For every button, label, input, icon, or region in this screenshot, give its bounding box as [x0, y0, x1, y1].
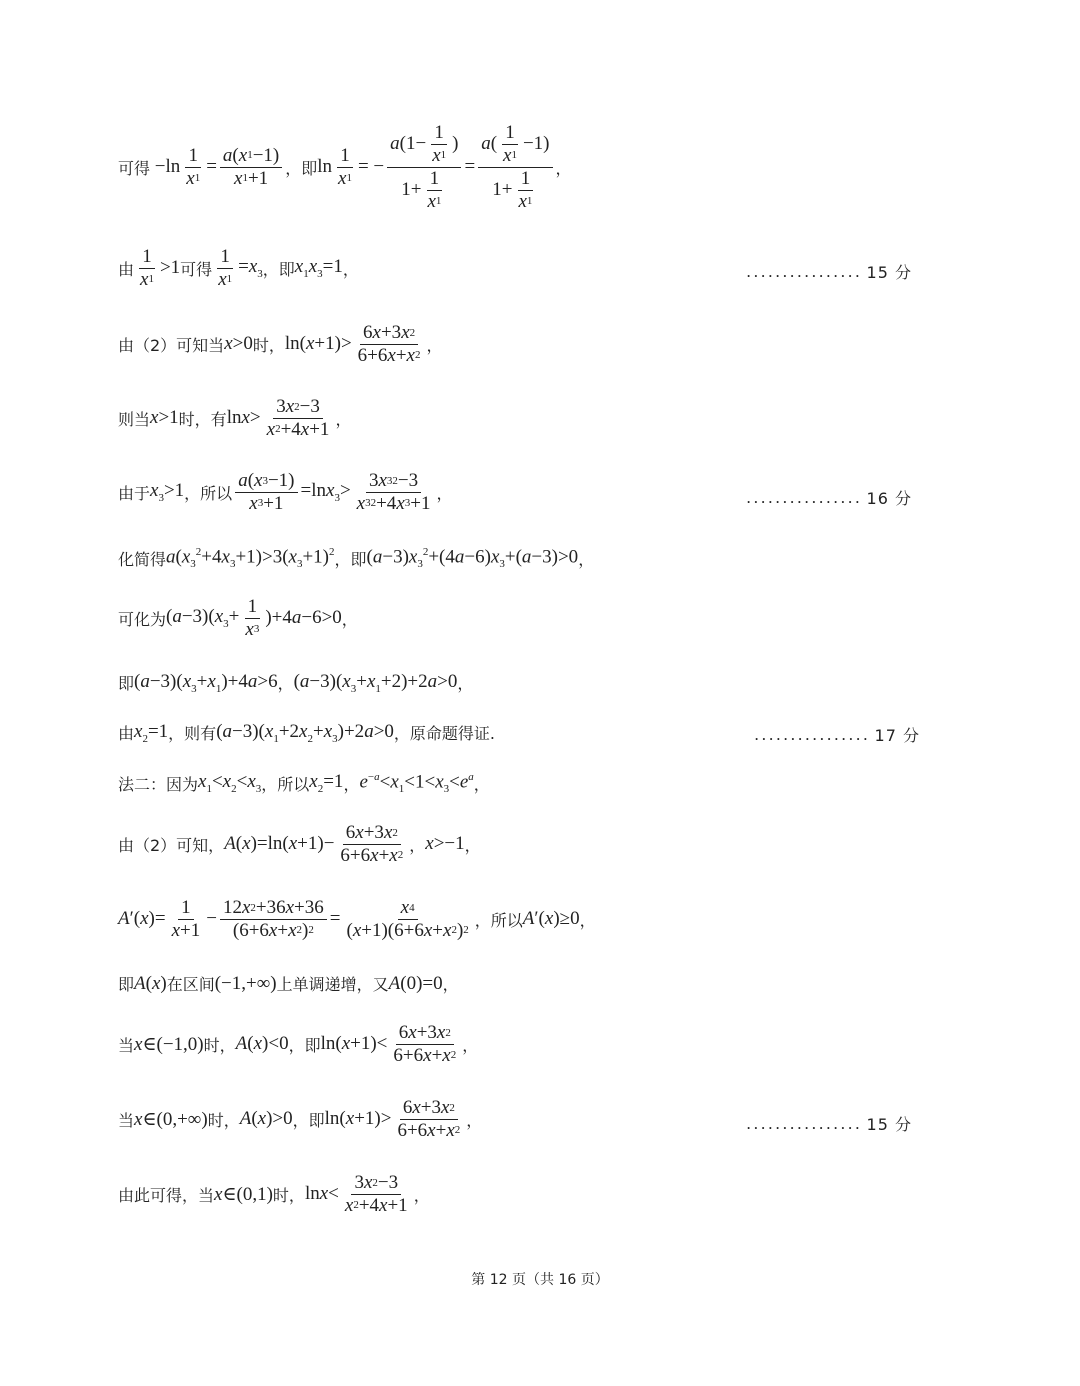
score-16: ................ 16 分: [746, 487, 912, 508]
line-9: 由 $x_2=1$ ，则有 $(a-3)(x_1+2x_2+x_3)+2a>0$ ，原命题得证.: [118, 721, 495, 745]
line-7: 可化为 $(a-3)(x_3+$ 1 x 3 )+4a−6>0 ，: [118, 596, 358, 640]
line-8: 即 $(a-3)(x_3+x_1)+4a>6$ ， $(a-3)(x_3+x_1+2)+2a>0$ ，: [118, 671, 474, 695]
line-13: 即 A(x) 在区间 (−1,+∞) 上单调递增，又 A(0)=0 ，: [118, 972, 459, 994]
line-15: 当 x∈(0,+∞) 时， A(x)>0 ，即 ln(x+1)> 6 x +3 x 2 6+6 x + x 2 ，: [118, 1097, 483, 1141]
line-10: 法二：因为 $x_1<x_2<x_3$ ，所以 $x_2=1$ ， $e^{-a}<x_1<1<x_3<e^a$ ，: [118, 771, 490, 796]
page-footer: 第 12 页（共 16 页）: [471, 1272, 609, 1288]
line-5: 由于 $x_3>1$ ，所以 a ( x 3 −1) x 3 +1 =lnx$_3$> 3 x 3 2 −3 x 3 2 +4 x 3 +1 ，: [118, 470, 453, 514]
line-14: 当 x∈(−1,0) 时， A(x)<0 ，即 ln(x+1)< 6 x +3 x 2 6+6 x + x 2 ，: [118, 1022, 479, 1066]
score-17: ................ 17 分: [754, 724, 920, 745]
line-11: 由（2）可知， A(x)=ln(x+1)− 6 x +3 x 2 6+6 x + x 2 ， x>−1 ，: [118, 822, 481, 866]
line-16: 由此可得，当 x∈(0,1) 时， lnx< 3 x 2 −3 x 2 +4 x +1 ，: [118, 1172, 430, 1216]
line-12: A′(x)= 1 x +1 − 12 x 2 +36 x +36 (6+6 x + x 2 ) 2 = x 4 ( x +1)(6+6 x + x 2 ) 2 ，所以 A′(x)≥0 ，: [118, 897, 596, 941]
score-15-a: ................ 15 分: [746, 261, 912, 282]
score-15-b: ................ 15 分: [746, 1113, 912, 1134]
line-4: 则当 x>1 时，有 lnx> 3 x 2 −3 x 2 +4 x +1 ，: [118, 396, 352, 440]
line-6: 化简得 $a(x_3^2+4x_3+1)>3(x_3+1)^2$ ，即 $(a-3)x_3^2+(4a-6)x_3+(a-3)>0$ ，: [118, 546, 595, 571]
line-3: 由（2）可知当 x>0 时， ln(x+1)> 6 x +3 x 2 6+6 x + x 2 ，: [118, 322, 443, 366]
line-2: 由 1 x 1 >1 可得 1 x 1 $=x_3$ ，即 $x_1x_3=1$ ，: [118, 246, 359, 290]
line-1: 可得 −ln 1 x 1 = a ( x 1 −1) x 1 +1 ，即 ln 1 x 1 = − a (1− 1 x 1 ) 1+ 1 x 1 = a ( 1 x 1 −1) 1+ 1 x 1 ，: [118, 122, 572, 212]
